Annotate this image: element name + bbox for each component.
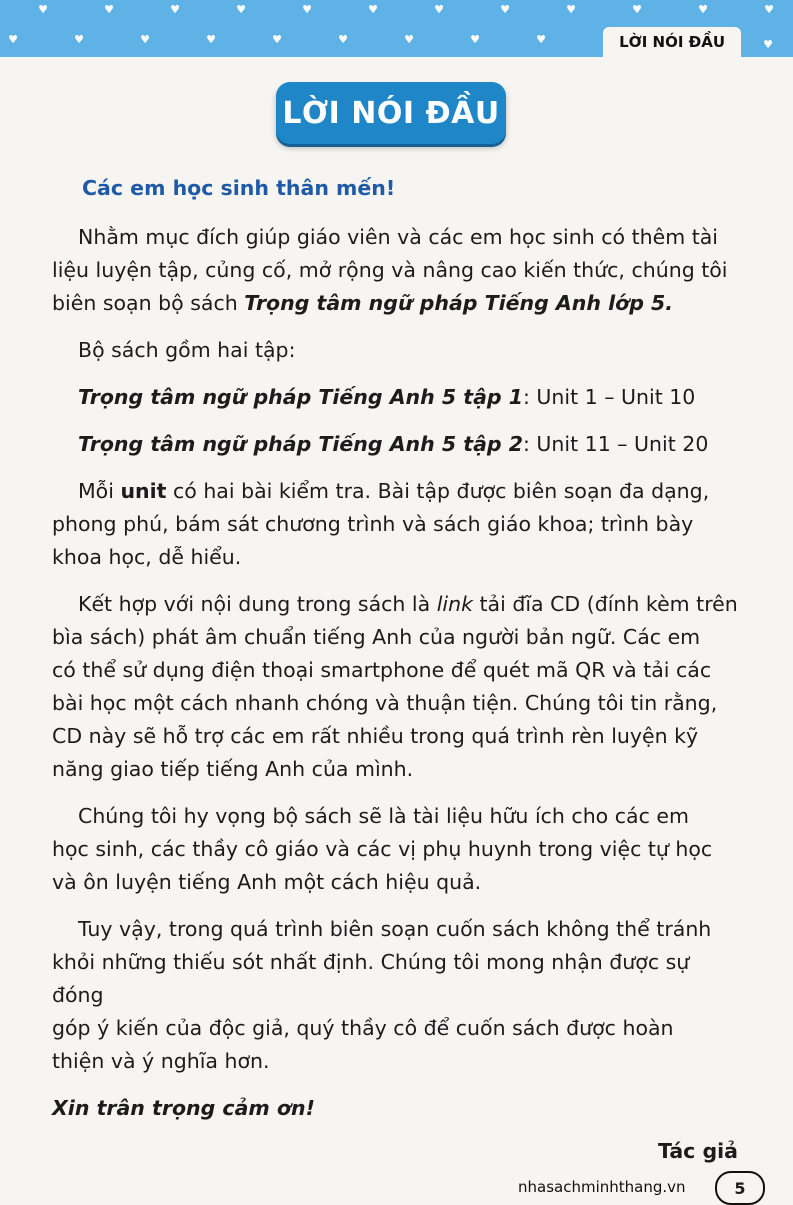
heart-icon: ♥ [500,3,510,16]
heart-icon: ♥ [170,3,180,16]
paragraph-2: Bộ sách gồm hai tập: [78,338,296,362]
heart-icon: ♥ [206,33,216,46]
paragraph-4 [52,588,740,786]
volume-title: Trọng tâm ngữ pháp Tiếng Anh 5 tập 1 [78,385,523,409]
volume-title: Trọng tâm ngữ pháp Tiếng Anh 5 tập 2 [78,432,523,456]
heart-row-top [10,3,793,16]
footer-website: nhasachminhthang.vn [518,1178,686,1196]
text-line: thiện và ý nghĩa hơn. [52,1049,270,1073]
header-section-label: LỜI NÓI ĐẦU [603,27,741,57]
heart-icon: ♥ [404,33,414,46]
text-run: có hai bài kiểm tra. Bài tập được biên soạn đa dạng, [166,479,710,503]
volume-1 [78,381,740,414]
text-run: Mỗi [78,479,121,503]
paragraph-5 [52,800,740,899]
text-line: khoa học, dễ hiểu. [52,545,242,569]
text-line [78,588,740,621]
volume-2 [78,428,740,461]
heart-icon: ♥ [764,3,774,16]
heart-icon: ♥ [566,3,576,16]
text-line: phong phú, bám sát chương trình và sách giáo khoa; trình bày [52,512,694,536]
heart-icon: ♥ [140,33,150,46]
heart-icon: ♥ [272,33,282,46]
text-line: Tuy vậy, trong quá trình biên soạn cuốn sách không thể tránh [78,917,712,941]
header-band [0,0,793,57]
text-run-italic: link [436,592,473,616]
heart-icon: ♥ [368,3,378,16]
text-line: học sinh, các thầy cô giáo và các vị phụ huynh trong việc tự học [52,837,713,861]
text-line: có thể sử dụng điện thoại smartphone để quét mã QR và tải các [52,658,712,682]
heart-icon: ♥ [38,3,48,16]
text-line: bài học một cách nhanh chóng và thuận tiện. Chúng tôi tin rằng, [52,691,718,715]
text-line: Nhằm mục đích giúp giáo viên và các em học sinh có thêm tài [78,225,719,249]
text-line: Chúng tôi hy vọng bộ sách sẽ là tài liệu hữu ích cho các em [78,804,689,828]
text-run: Kết hợp với nội dung trong sách là [78,592,437,616]
heart-icon: ♥ [338,33,348,46]
text-line: năng giao tiếp tiếng Anh của mình. [52,757,414,781]
text-line [78,475,740,508]
heart-icon: ♥ [302,3,312,16]
heart-icon: ♥ [8,33,18,46]
paragraph-6 [52,913,740,1078]
text-line: và ôn luyện tiếng Anh một cách hiệu quả. [52,870,482,894]
heart-icon: ♥ [104,3,114,16]
page-title: LỜI NÓI ĐẦU [276,82,506,144]
heart-icon: ♥ [236,3,246,16]
text-line: CD này sẽ hỗ trợ các em rất nhiều trong quá trình rèn luyện kỹ [52,724,699,748]
text-line: khỏi những thiếu sót nhất định. Chúng tôi mong nhận được sự đóng [52,950,690,1007]
heart-icon: ♥ [434,3,444,16]
text-line: góp ý kiến của độc giả, quý thầy cô để cuốn sách được hoàn [52,1016,674,1040]
heart-row-bottom [0,33,640,46]
text-run: tải đĩa CD (đính kèm trên [472,592,738,616]
volume-range: : Unit 11 – Unit 20 [523,432,709,456]
heart-icon: ♥ [74,33,84,46]
heart-icon: ♥ [632,3,642,16]
greeting: Các em học sinh thân mến! [82,176,396,200]
text-run-bold: unit [120,479,167,503]
paragraph-1 [52,221,740,320]
text-line: liệu luyện tập, củng cố, mở rộng và nâng cao kiến thức, chúng tôi [52,258,728,282]
heart-icon: ♥ [536,33,546,46]
text-run: biên soạn bộ sách [52,291,245,315]
heart-icon: ♥ [763,38,773,51]
book-title: Trọng tâm ngữ pháp Tiếng Anh lớp 5. [244,291,674,315]
heart-icon: ♥ [698,3,708,16]
preface-body [52,172,740,1168]
page-number: 5 [715,1171,765,1205]
heart-icon: ♥ [470,33,480,46]
author-signature: Tác giả [658,1139,738,1163]
closing-line: Xin trân trọng cảm ơn! [52,1096,315,1120]
text-line [52,287,740,320]
paragraph-3 [52,475,740,574]
volume-range: : Unit 1 – Unit 10 [523,385,696,409]
text-line: bìa sách) phát âm chuẩn tiếng Anh của người bản ngữ. Các em [52,625,701,649]
